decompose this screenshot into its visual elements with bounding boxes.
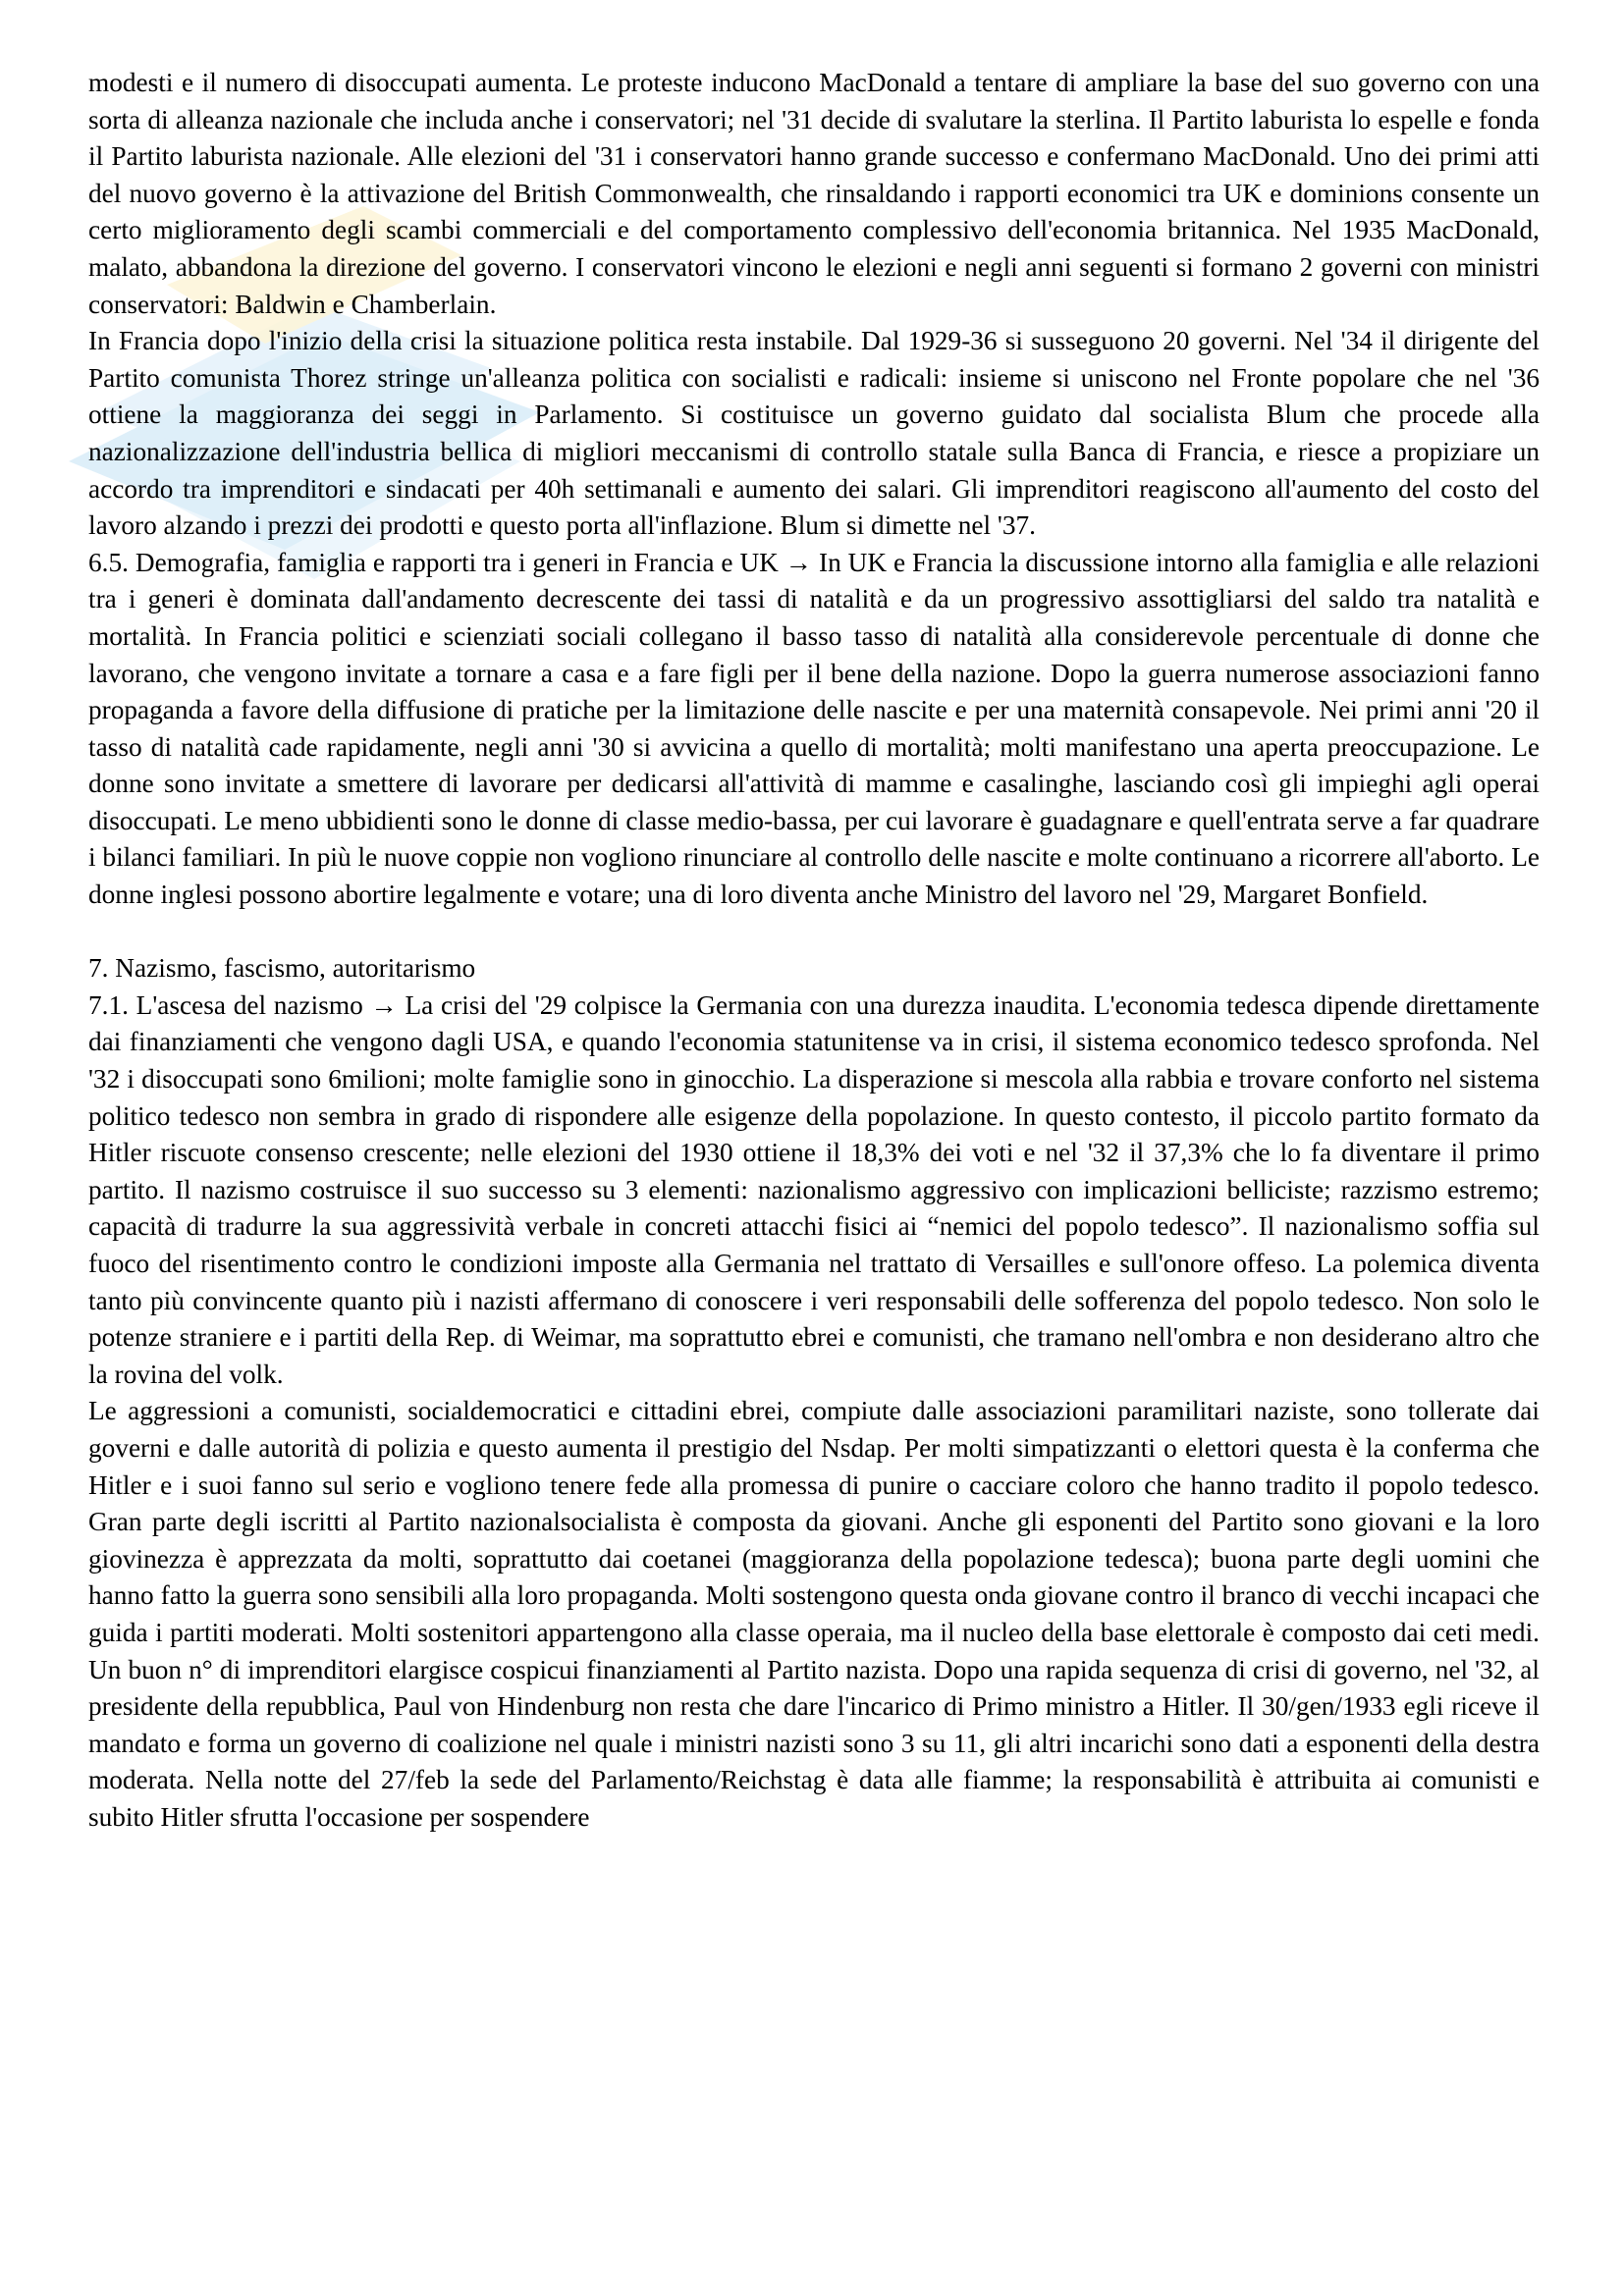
paragraph-aggressioni: Le aggressioni a comunisti, socialdemocratici e cittadini ebrei, compiute dalle associazioni paramilitari naziste, sono tollerate dai governi e dalle autorità di polizia e questo aumenta il prestigio del Nsdap. Per molti simpatizzanti o elettori questa è la conferma che Hitler e i suoi fanno sul serio e vogliono tenere fede alla promessa di punire o cacciare coloro che hanno tradito il popolo tedesco. Gran parte degli iscritti al Partito nazionalsocialista è composta da giovani. Anche gli esponenti del Partito sono giovani e la loro giovinezza è apprezzata da molti, soprattutto dai coetanei (maggioranza della popolazione tedesca); buona parte degli uomini che hanno fatto la guerra sono sensibili alla loro propaganda. Molti sostengono questa onda giovane contro il branco di vecchi incapaci che guida i partiti moderati. Molti sostenitori appartengono alla classe operaia, ma il nucleo della base elettorale è composto dai ceti medi. Un buon n° di imprenditori elargisce cospicui finanziamenti al Partito nazista. Dopo una rapida sequenza di crisi di governo, nel '32, al presidente della repubblica, Paul von Hindenburg non resta che dare l'incarico di Primo ministro a Hitler. Il 30/gen/1933 egli riceve il mandato e forma un governo di coalizione nel quale i ministri nazisti sono 3 su 11, gli altri incarichi sono dati a esponenti della destra moderata. Nella notte del 27/feb la sede del Parlamento/Reichstag è data alle fiamme; la responsabilità è attribuita ai comunisti e subito Hitler sfrutta l'occasione per sospendere: [88, 1396, 1540, 1832]
page-body: [88, 65, 1540, 1837]
section-heading: 7. Nazismo, fascismo, autoritarismo: [88, 953, 476, 984]
paragraph-demografia: 6.5. Demografia, famiglia e rapporti tra i generi in Francia e UK → In UK e Francia la discussione intorno alla famiglia e alle relazioni tra i generi è dominata dall'andamento decrescente dei tassi di natalità e da un progressivo assottigliarsi del saldo tra natalità e mortalità. In Francia politici e scienziati sociali collegano il basso tasso di natalità alla considerevole percentuale di donne che lavorano, che vengono invitate a tornare a casa e a fare figli per il bene della nazione. Dopo la guerra numerose associazioni fanno propaganda a favore della diffusione di pratiche per la limitazione delle nascite e per una maternità consapevole. Nei primi anni '20 il tasso di natalità cade rapidamente, negli anni '30 si avvicina a quello di mortalità; molti manifestano una aperta preoccupazione. Le donne sono invitate a smettere di lavorare per dedicarsi all'attività di mamme e casalinghe, lasciando così gli impieghi agli operai disoccupati. Le meno ubbidienti sono le donne di classe medio-bassa, per cui lavorare è guadagnare e quell'entrata serve a far quadrare i bilanci familiari. In più le nuove coppie non vogliono rinunciare al controllo delle nascite e molte continuano a ricorrere all'aborto. Le donne inglesi possono abortire legalmente e votare; una di loro diventa anche Ministro del lavoro nel '29, Margaret Bonfield.: [88, 547, 1540, 910]
paragraph-ascesa-nazismo: 7.1. L'ascesa del nazismo → La crisi del '29 colpisce la Germania con una durezza inaudita. L'economia tedesca dipende direttamente dai finanziamenti che vengono dagli USA, e quando l'economia statunitense va in crisi, il sistema economico tedesco sprofonda. Nel '32 i disoccupati sono 6milioni; molte famiglie sono in ginocchio. La disperazione si mescola alla rabbia e trovare conforto nel sistema politico tedesco non sembra in grado di rispondere alle esigenze della popolazione. In questo contesto, il piccolo partito formato da Hitler riscuote consenso crescente; nelle elezioni del 1930 ottiene il 18,3% dei voti e nel '32 il 37,3% che lo fa diventare il primo partito. Il nazismo costruisce il suo successo su 3 elementi: nazionalismo aggressivo con implicazioni belliciste; razzismo estremo; capacità di tradurre la sua aggressività verbale in concreti attacchi fisici ai “nemici del popolo tedesco”. Il nazionalismo soffia sul fuoco del risentimento contro le condizioni imposte alla Germania nel trattato di Versailles e sull'onore offeso. La polemica diventa tanto più convincente quanto più i nazisti affermano di conoscere i veri responsabili delle sofferenza del popolo tedesco. Non solo le potenze straniere e i partiti della Rep. di Weimar, ma soprattutto ebrei e comunisti, che tramano nell'ombra e non desiderano altro che la rovina del volk.: [88, 989, 1540, 1389]
paragraph-uk-macdonald: modesti e il numero di disoccupati aumenta. Le proteste inducono MacDonald a tentare di ampliare la base del suo governo con una sorta di alleanza nazionale che includa anche i conservatori; nel '31 decide di svalutare la sterlina. Il Partito laburista lo espelle e fonda il Partito laburista nazionale. Alle elezioni del '31 i conservatori hanno grande successo e confermano MacDonald. Uno dei primi atti del nuovo governo è la attivazione del British Commonwealth, che rinsaldando i rapporti economici tra UK e dominions consente un certo miglioramento degli scambi commerciali e del comportamento complessivo dell'economia britannica. Nel 1935 MacDonald, malato, abbandona la direzione del governo. I conservatori vincono le elezioni e negli anni seguenti si formano 2 governi con ministri conservatori: Baldwin e Chamberlain.: [88, 68, 1540, 319]
paragraph-gap: [88, 914, 1540, 951]
paragraph-francia-fronte-popolare: In Francia dopo l'inizio della crisi la situazione politica resta instabile. Dal 1929-36 si susseguono 20 governi. Nel '34 il dirigente del Partito comunista Thorez stringe un'alleanza politica con socialisti e radicali: insieme si uniscono nel Fronte popolare che nel '36 ottiene la maggioranza dei seggi in Parlamento. Si costituisce un governo guidato dal socialista Blum che procede alla nazionalizzazione dell'industria bellica di migliori meccanismi di controllo statale sulla Banca di Francia, e riesce a propiziare un accordo tra imprenditori e sindacati per 40h settimanali e aumento dei salari. Gli imprenditori reagiscono all'aumento del costo del lavoro alzando i prezzi dei prodotti e questo porta all'inflazione. Blum si dimette nel '37.: [88, 326, 1540, 541]
